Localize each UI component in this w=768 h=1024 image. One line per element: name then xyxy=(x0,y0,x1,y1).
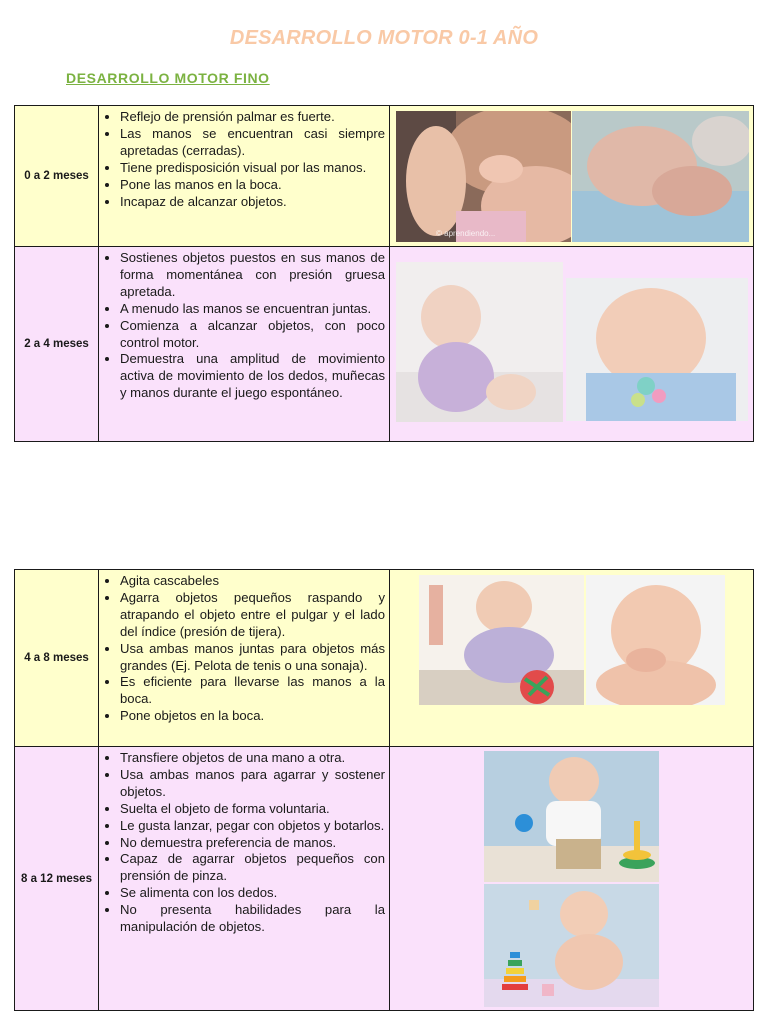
milestones-cell xyxy=(99,570,390,747)
milestone-list xyxy=(99,247,389,406)
newborn-hand-grasp-photo xyxy=(396,111,571,242)
baby-lying-photo xyxy=(396,262,563,422)
milestone-list xyxy=(99,570,389,729)
list-item: • No demuestra preferencia de manos. xyxy=(120,835,385,852)
list-item: • Le gusta lanzar, pegar con objetos y botarlos. xyxy=(120,818,385,835)
list-item: • Usa ambas manos para agarrar y sostener objetos. xyxy=(120,767,385,801)
milestones-cell xyxy=(99,247,390,442)
list-item: • Transfiere objetos de una mano a otra. xyxy=(120,750,385,767)
photos-cell xyxy=(390,747,754,1011)
list-item: • Reflejo de prensión palmar es fuerte. xyxy=(120,109,385,126)
table-row xyxy=(15,747,754,1011)
milestone-list xyxy=(99,747,389,940)
motor-table-1 xyxy=(14,105,754,442)
list-item: • Suelta el objeto de forma voluntaria. xyxy=(120,801,385,818)
list-item: • Comienza a alcanzar objetos, con poco control motor. xyxy=(120,318,385,352)
photos-cell xyxy=(390,247,754,442)
list-item: • Usa ambas manos juntas para objetos más grandes (Ej. Pelota de tenis o una sonaja). xyxy=(120,641,385,675)
milestone-list xyxy=(99,106,389,214)
section-title: DESARROLLO MOTOR FINO xyxy=(66,70,270,86)
list-item: • Pone las manos en la boca. xyxy=(120,177,385,194)
list-item: • Capaz de agarrar objetos pequeños con prensión de pinza. xyxy=(120,851,385,885)
motor-table-2 xyxy=(14,569,754,1011)
table-row xyxy=(15,247,754,442)
age-cell: 0 a 2 meses xyxy=(15,106,99,247)
list-item: • A menudo las manos se encuentran juntas. xyxy=(120,301,385,318)
table-row xyxy=(15,106,754,247)
document-title: DESARROLLO MOTOR 0-1 AÑO xyxy=(229,27,539,49)
list-item: • Sostienes objetos puestos en sus manos de forma momentánea con presión gruesa apretada. xyxy=(120,250,385,301)
list-item: • Tiene predisposición visual por las manos. xyxy=(120,160,385,177)
baby-hands-mouth-photo xyxy=(586,575,725,705)
age-cell: 2 a 4 meses xyxy=(15,247,99,442)
newborn-fists-photo xyxy=(572,111,749,242)
table-row xyxy=(15,570,754,747)
list-item: • Agarra objetos pequeños raspando y atrapando el objeto entre el pulgar y el lado del índice (presión de tijera). xyxy=(120,590,385,641)
milestones-cell xyxy=(99,106,390,247)
age-cell: 4 a 8 meses xyxy=(15,570,99,747)
milestones-cell xyxy=(99,747,390,1011)
age-cell: 8 a 12 meses xyxy=(15,747,99,1011)
baby-blocks-photo xyxy=(484,884,659,1007)
list-item: • No presenta habilidades para la manipulación de objetos. xyxy=(120,902,385,936)
list-item: • Pone objetos en la boca. xyxy=(120,708,385,725)
baby-teething-toy-photo xyxy=(566,278,748,421)
photos-cell xyxy=(390,106,754,247)
list-item: • Demuestra una amplitud de movimiento activa de movimiento de los dedos, muñecas y manos durante el juego espontáneo. xyxy=(120,351,385,402)
baby-stacking-rings-photo xyxy=(484,751,659,882)
photo-watermark: © aprendiendo... xyxy=(436,229,496,238)
list-item: • Agita cascabeles xyxy=(120,573,385,590)
list-item: • Incapaz de alcanzar objetos. xyxy=(120,194,385,211)
list-item: • Se alimenta con los dedos. xyxy=(120,885,385,902)
baby-crawling-ball-photo xyxy=(419,575,584,705)
list-item: • Es eficiente para llevarse las manos a la boca. xyxy=(120,674,385,708)
list-item: • Las manos se encuentran casi siempre apretadas (cerradas). xyxy=(120,126,385,160)
photos-cell xyxy=(390,570,754,747)
